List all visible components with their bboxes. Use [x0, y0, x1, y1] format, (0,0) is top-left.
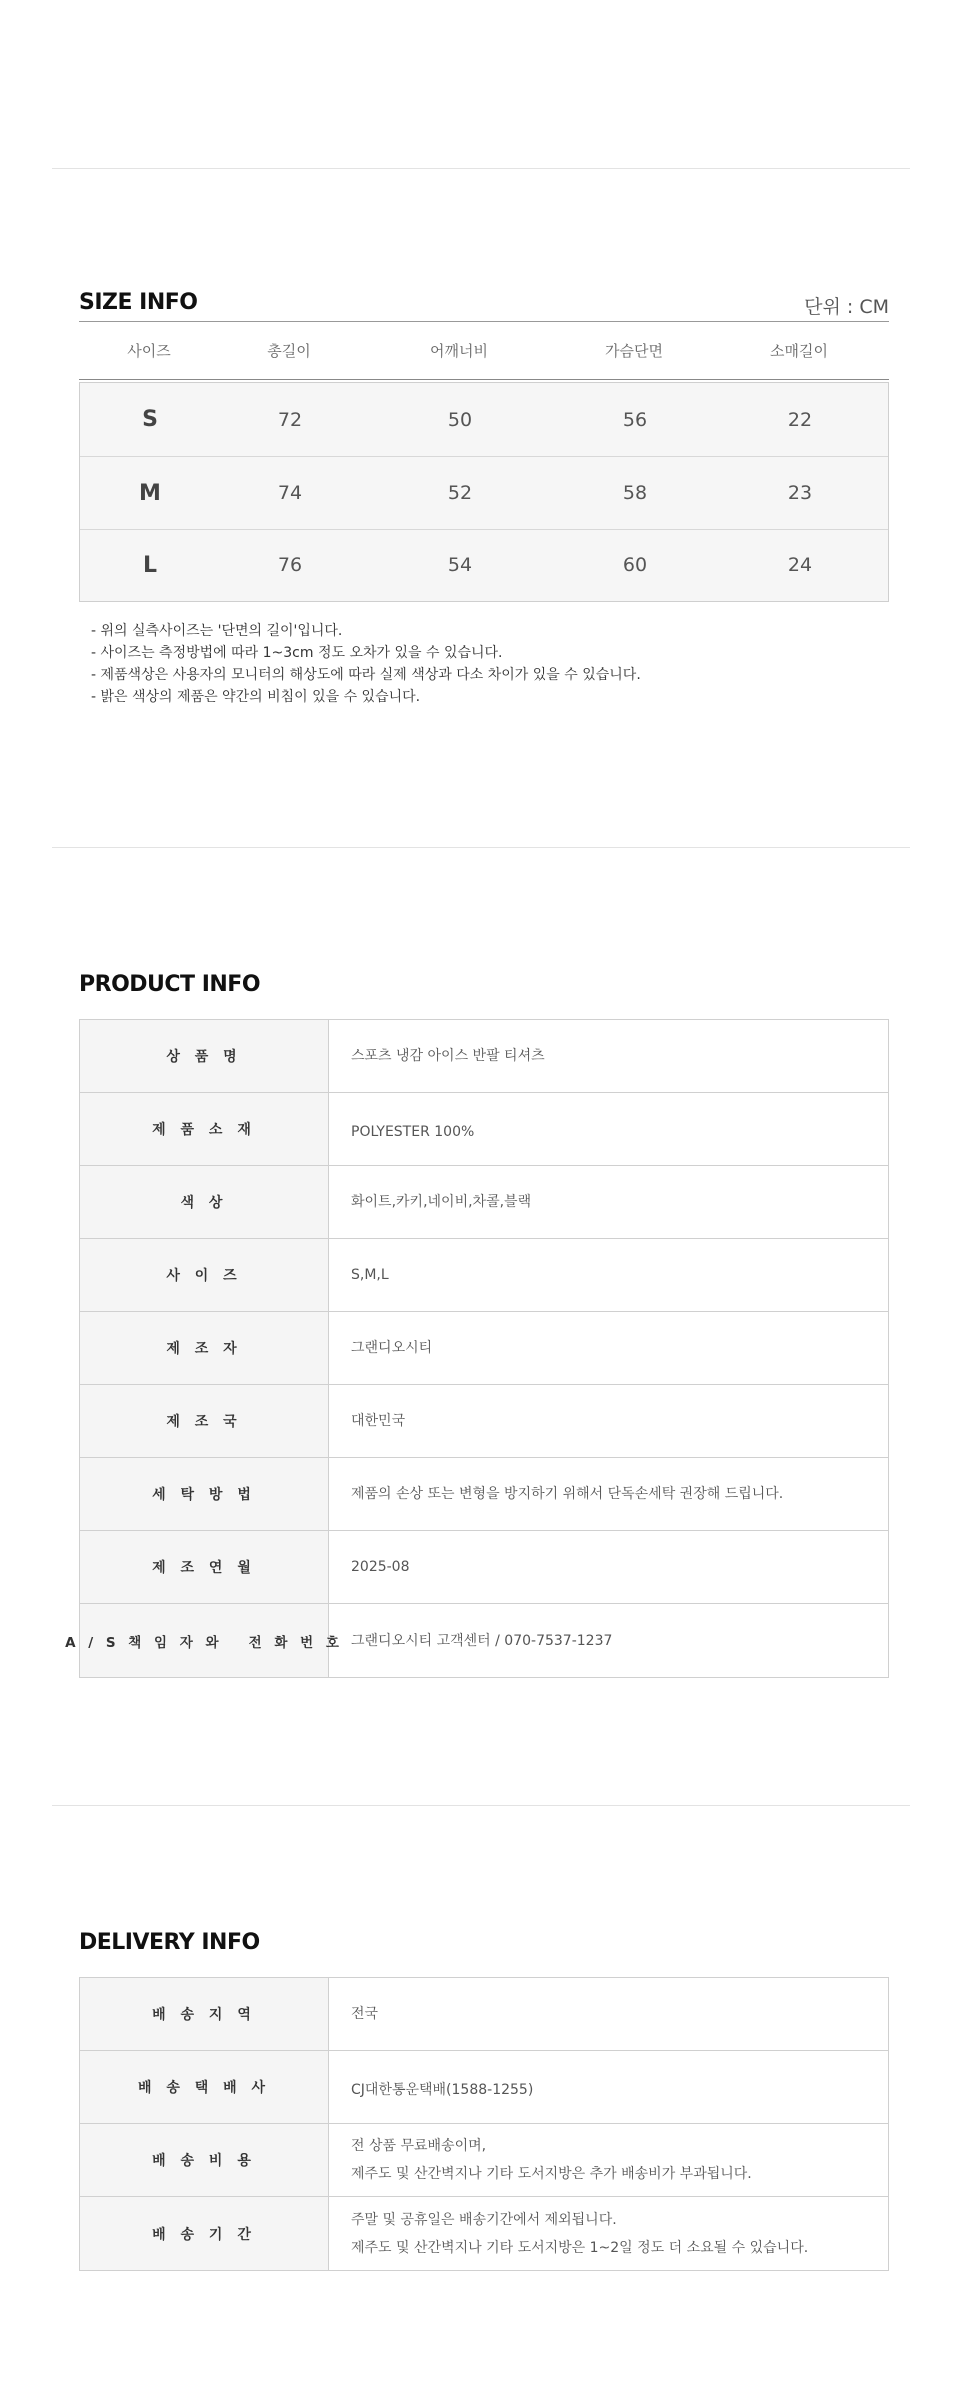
row-value: 그랜디오시티 고객센터 / 070-7537-1237	[351, 1632, 613, 1649]
table-row-product-name	[80, 1020, 888, 1093]
total-length-value: 76	[277, 554, 303, 576]
shoulder-value: 52	[447, 482, 473, 504]
row-value	[351, 2124, 752, 2196]
row-value-line: 전국	[351, 2006, 379, 2022]
size-table-header	[79, 322, 889, 380]
table-row-as-contact	[65, 1604, 888, 1678]
size-label: S	[142, 407, 158, 432]
column-header-chest: 가슴단면	[605, 342, 663, 360]
table-row-size	[80, 1239, 888, 1312]
row-value: 스포츠 냉감 아이스 반팔 티셔츠	[351, 1048, 545, 1064]
column-header-size: 사이즈	[127, 342, 171, 360]
product-info-title: PRODUCT INFO	[79, 972, 261, 997]
size-note: - 위의 실측사이즈는 '단면의 길이'입니다.	[91, 623, 343, 639]
column-header-shoulder: 어깨너비	[430, 342, 488, 360]
row-value	[351, 2197, 808, 2270]
table-row-delivery-cost	[80, 2124, 888, 2197]
table-row-color	[80, 1166, 888, 1239]
delivery-info-title: DELIVERY INFO	[79, 1930, 260, 1955]
size-info-header	[79, 286, 889, 322]
row-value: 2025-08	[351, 1559, 410, 1575]
table-row-country	[80, 1385, 888, 1458]
sleeve-value: 23	[787, 482, 813, 504]
sleeve-value: 24	[787, 554, 813, 576]
row-label: 세 탁 방 법	[80, 1458, 329, 1530]
row-label: 배 송 지 역	[80, 1978, 329, 2050]
row-label: A / S 책 임 자 와 전 화 번 호	[80, 1604, 329, 1677]
row-value: 화이트,카키,네이비,차콜,블랙	[351, 1194, 532, 1210]
size-notes	[91, 620, 881, 708]
row-label: 색 상	[80, 1166, 329, 1238]
chest-value: 56	[622, 409, 648, 431]
row-value-line: CJ대한통운택배(1588-1255)	[351, 2082, 534, 2098]
row-value: POLYESTER 100%	[351, 1124, 475, 1140]
column-header-total-length: 총길이	[267, 342, 311, 360]
size-unit-label: 단위 : CM	[804, 296, 889, 318]
size-label: L	[142, 553, 158, 578]
size-info-title: SIZE INFO	[79, 290, 198, 315]
chest-value: 60	[622, 554, 648, 576]
divider-size-product	[52, 847, 910, 848]
row-label: 제 조 국	[80, 1385, 329, 1457]
delivery-info-section	[79, 1930, 889, 2270]
row-label: 상 품 명	[80, 1020, 329, 1092]
table-row-delivery-period	[80, 2197, 888, 2271]
row-value	[351, 1978, 378, 2050]
row-label: 배 송 택 배 사	[80, 2051, 329, 2123]
row-label: 배 송 비 용	[80, 2124, 329, 2196]
row-value-line: 제주도 및 산간벽지나 기타 도서지방은 추가 배송비가 부과됩니다.	[351, 2166, 752, 2182]
row-value: S,M,L	[351, 1267, 389, 1283]
row-label: 배 송 기 간	[80, 2197, 329, 2270]
table-row-size-l	[80, 530, 888, 601]
table-row-size-s	[80, 383, 888, 457]
table-row-manufacturer	[80, 1312, 888, 1385]
divider-product-delivery	[52, 1805, 910, 1806]
table-row-courier	[80, 2051, 888, 2124]
row-value	[351, 2051, 533, 2123]
row-label: 제 품 소 재	[80, 1093, 329, 1165]
row-label: 사 이 즈	[80, 1239, 329, 1311]
table-row-manufacture-date	[80, 1531, 888, 1604]
divider-top	[52, 168, 910, 169]
row-value: 제품의 손상 또는 변형을 방지하기 위해서 단독손세탁 권장해 드립니다.	[351, 1486, 784, 1502]
table-row-material	[80, 1093, 888, 1166]
row-value: 그랜디오시티	[351, 1340, 433, 1356]
table-row-delivery-region	[80, 1978, 888, 2051]
row-value: 대한민국	[351, 1413, 406, 1429]
product-info-table	[65, 1019, 889, 1678]
sleeve-value: 22	[787, 409, 813, 431]
row-label: 제 조 자	[80, 1312, 329, 1384]
table-row-size-m	[80, 457, 888, 530]
row-label: 제 조 연 월	[80, 1531, 329, 1603]
row-value-line: 전 상품 무료배송이며,	[351, 2138, 487, 2154]
row-value-line: 주말 및 공휴일은 배송기간에서 제외됩니다.	[351, 2211, 617, 2228]
total-length-value: 74	[277, 482, 303, 504]
chest-value: 58	[622, 482, 648, 504]
size-table-body	[79, 382, 889, 602]
size-note: - 사이즈는 측정방법에 따라 1~3cm 정도 오차가 있을 수 있습니다.	[91, 645, 503, 661]
total-length-value: 72	[277, 409, 303, 431]
size-note: - 제품색상은 사용자의 모니터의 해상도에 따라 실제 색상과 다소 차이가 있을 수 있습니다.	[91, 667, 641, 683]
column-header-sleeve: 소매길이	[770, 342, 828, 360]
delivery-info-table	[79, 1977, 889, 2271]
table-row-washing	[80, 1458, 888, 1531]
product-info-section	[65, 972, 889, 1682]
size-label: M	[139, 481, 161, 506]
size-info-section	[79, 286, 889, 726]
shoulder-value: 54	[447, 554, 473, 576]
row-value-line: 제주도 및 산간벽지나 기타 도서지방은 1~2일 정도 더 소요될 수 있습니다.	[351, 2239, 809, 2256]
shoulder-value: 50	[447, 409, 473, 431]
size-note: - 밝은 색상의 제품은 약간의 비침이 있을 수 있습니다.	[91, 689, 421, 705]
